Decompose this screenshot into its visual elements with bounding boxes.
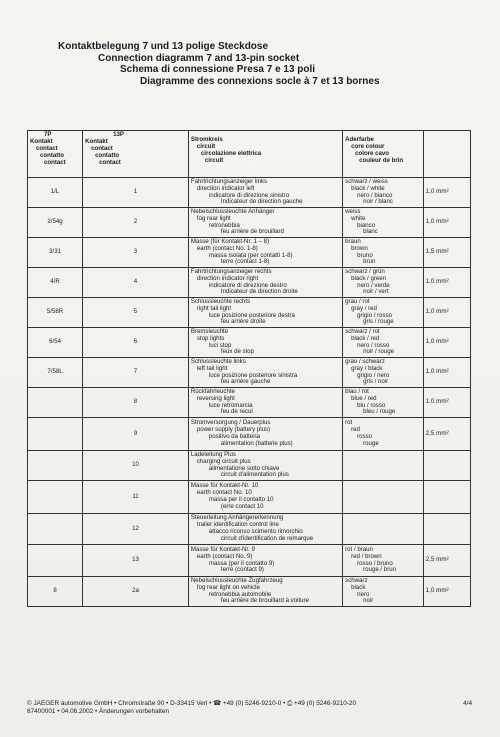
circuit-cell [188, 208, 342, 238]
circuit-line: feu arrière gauche [220, 378, 271, 386]
table-row [28, 208, 471, 238]
circuit-line: Bremsleuchte [190, 327, 229, 335]
core-colour-line: noir [363, 597, 374, 605]
core-colour-cell [343, 451, 423, 481]
footer-document-line: 87400001 • 04.06.2002 • Änderungen vorbehalten [27, 708, 169, 716]
core-colour-cell [343, 418, 423, 451]
core-colour-line: blanc [363, 228, 378, 236]
core-colour-line: black / white [351, 184, 385, 192]
circuit-line: positivo da batteria [208, 433, 261, 440]
header-core-de: Aderfarbe [345, 136, 374, 143]
core-colour-line: gray / red [351, 304, 377, 312]
header-core-fr: couleur de brin [359, 156, 404, 164]
core-colour-line: grau / rot [345, 297, 370, 305]
footer-company-line: © JAEGER automotive GmbH • Chromstraße 90 • D-33415 Verl • ☎ +49 (0) 5246-9210-0 • ⎙ +49 (0) 5246-9210-20 [27, 700, 357, 707]
table-row [28, 418, 471, 451]
core-colour-line: black [351, 583, 366, 591]
header-circuit-fr: circuit [204, 156, 224, 164]
connection-table [27, 130, 471, 607]
circuit-line: left tail light [196, 364, 228, 372]
circuit-line: feu de recul [220, 408, 253, 416]
circuit-line: reversing light [196, 394, 235, 402]
header-13p-de: Kontakt [85, 137, 108, 145]
table-header-row [28, 131, 471, 178]
header-13p-fr: contact [99, 158, 121, 166]
circuit-cell [188, 418, 342, 451]
core-colour-cell [343, 577, 423, 607]
circuit-line: Rückfahrleuchte [190, 387, 235, 395]
contact-7p-cell: 2/54g [28, 208, 83, 238]
core-colour-line: rosso [357, 433, 373, 440]
header-circuit-en: circuit [196, 142, 216, 150]
cross-section-cell: 1,0 mm² [423, 208, 470, 238]
core-colour-line: red [351, 426, 360, 434]
circuit-line: retronebbia automobile [208, 590, 272, 598]
header-13p-title: 13P [113, 131, 124, 138]
header-circuit [188, 131, 342, 178]
circuit-line: alimentatione sotto chiave [208, 464, 280, 472]
circuit-cell [188, 545, 342, 577]
circuit-cell [188, 514, 342, 545]
title-italian: Schema di connessione Presa 7 e 13 poli [120, 64, 316, 75]
title-german: Kontaktbelegung 7 und 13 polige Steckdose [58, 41, 269, 52]
core-colour-line: blu / rosso [357, 401, 386, 409]
core-colour-line: brown [351, 244, 368, 252]
core-colour-line: schwarz [345, 576, 368, 584]
circuit-line: luci stop [208, 341, 232, 349]
circuit-line: Schlussleuchte rechts [190, 297, 251, 305]
circuit-line: fog rear light on vehicle [196, 583, 260, 591]
circuit-line: massa per il contatto 10 [208, 496, 274, 503]
core-colour-line: schwarz / rot [345, 327, 380, 335]
contact-7p-cell: 8 [28, 577, 83, 607]
contact-13p-cell: 4 [83, 268, 189, 298]
header-13p [83, 131, 189, 178]
circuit-line: Schlussleuchte links [190, 357, 246, 365]
cross-section-cell: 1,0 mm² [423, 178, 470, 208]
circuit-line: Nebelschlussleuchte Zugfahrzeug [190, 576, 283, 584]
contact-7p-cell [28, 545, 83, 577]
circuit-cell [188, 481, 342, 514]
core-colour-line: nero / verde [357, 281, 390, 289]
contact-13p-cell: 3 [83, 238, 189, 268]
contact-7p-cell: 5/58R [28, 298, 83, 328]
core-colour-line: bianco [357, 221, 376, 229]
table-row [28, 328, 471, 358]
cross-section-cell: 1,5 mm² [423, 238, 470, 268]
core-colour-line: gray / black [351, 364, 383, 372]
table-row [28, 178, 471, 208]
header-7p-en: contact [36, 144, 58, 152]
circuit-line: indicatore di direzione sinistro [208, 191, 290, 199]
cross-section-cell: 1,0 mm² [423, 328, 470, 358]
circuit-line: Indicateur de direction gauche [220, 198, 303, 206]
core-colour-line: noir / rouge [363, 348, 394, 356]
table-row [28, 358, 471, 388]
core-colour-line: red / brown [351, 552, 382, 560]
table-row [28, 388, 471, 418]
contact-7p-cell: 4/R [28, 268, 83, 298]
cross-section-cell: 1,0 mm² [423, 298, 470, 328]
cross-section-cell [423, 451, 470, 481]
table-row [28, 238, 471, 268]
header-7p-de: Kontakt [30, 137, 53, 145]
header-circuit-de: Stromkreis [190, 136, 223, 143]
circuit-line: retronebbia [208, 221, 240, 229]
page-number: 4/4 [463, 700, 472, 707]
core-colour-line: black / red [351, 334, 380, 342]
title-english: Connection diagramm 7 and 13-pin socket [98, 52, 300, 64]
circuit-line: luce posizione posteriore sinistra [208, 371, 298, 379]
circuit-line: Fahrtrichtungsanzeiger links [190, 177, 268, 185]
circuit-line: feux de stop [220, 348, 255, 356]
circuit-line: Stromversorgung / Dauerplus [190, 419, 271, 427]
circuit-line: right tail light [196, 304, 232, 312]
core-colour-line: grigio / rosso [357, 311, 393, 319]
core-colour-cell [343, 298, 423, 328]
core-colour-line: rouge / brun [363, 566, 397, 574]
circuit-cell [188, 268, 342, 298]
core-colour-line: black / green [351, 274, 387, 282]
cross-section-cell: 1,0 mm² [423, 358, 470, 388]
circuit-line: Masse (für Kontakt-Nr. 1 – 8) [190, 237, 270, 245]
circuit-line: Indicateur de direction droite [220, 288, 298, 296]
circuit-line: stop lights [196, 334, 225, 342]
circuit-line: circuit d'identification de remarque [220, 534, 314, 542]
circuit-line: direction indicator right [196, 274, 259, 282]
circuit-line: Ladeleitung Plus [190, 450, 236, 458]
core-colour-line: rot [345, 419, 353, 427]
core-colour-cell [343, 268, 423, 298]
core-colour-cell [343, 208, 423, 238]
circuit-line: terre (contact 9) [220, 566, 264, 574]
table-row [28, 268, 471, 298]
circuit-line: luce posizione posteriore destra [208, 311, 295, 319]
circuit-line: indicatore di direzione destro [208, 281, 287, 289]
table-row [28, 514, 471, 545]
cross-section-cell: 1,0 mm² [423, 577, 470, 607]
core-colour-line: blau / rot [345, 387, 369, 395]
core-colour-cell [343, 481, 423, 514]
contact-13p-cell: 5 [83, 298, 189, 328]
circuit-line: power supply (battery plus) [196, 426, 271, 434]
contact-13p-cell: 7 [83, 358, 189, 388]
core-colour-line: bleu / rouge [363, 408, 396, 416]
contact-7p-cell [28, 481, 83, 514]
core-colour-line: noir / vert [363, 288, 389, 296]
contact-7p-cell [28, 451, 83, 481]
circuit-line: charging circuit plus [196, 457, 251, 465]
core-colour-cell [343, 545, 423, 577]
document-titles [58, 41, 478, 87]
core-colour-cell [343, 238, 423, 268]
circuit-line: (erre contact 10 [220, 502, 264, 510]
table-row [28, 577, 471, 607]
circuit-line: terre (contact 1-8) [220, 258, 270, 266]
header-7p-title: 7P [44, 131, 52, 138]
circuit-cell [188, 388, 342, 418]
contact-13p-cell: 12 [83, 514, 189, 545]
contact-13p-cell: 1 [83, 178, 189, 208]
title-french: Diagramme des connexions socle à 7 et 13 bornes [140, 75, 380, 87]
circuit-line: luce retromarcia [208, 401, 253, 409]
cross-section-cell: 2,5 mm² [423, 418, 470, 451]
circuit-cell [188, 358, 342, 388]
core-colour-line: noir / blanc [363, 198, 393, 206]
core-colour-line: gris / rouge [363, 318, 394, 326]
header-13p-en: contact [91, 144, 113, 152]
circuit-line: Fahrtrichtungsanzeiger rechts [190, 267, 272, 275]
header-core-colour [343, 131, 423, 178]
circuit-line: feu arrière de brouillard à voiture [220, 597, 309, 605]
circuit-line: Masse für Kontakt-Nr. 9 [190, 545, 255, 553]
core-colour-cell [343, 358, 423, 388]
core-colour-cell [343, 178, 423, 208]
circuit-line: alimentation (batterie plus) [220, 439, 293, 447]
circuit-cell [188, 577, 342, 607]
header-7p [28, 131, 83, 178]
circuit-cell [188, 298, 342, 328]
circuit-line: fog rear light [196, 214, 231, 222]
circuit-line: massa (per il contatto 9) [208, 559, 275, 567]
circuit-line: earth (contact No. 9) [196, 552, 253, 560]
contact-7p-cell [28, 388, 83, 418]
table-row [28, 451, 471, 481]
contact-7p-cell: 3/31 [28, 238, 83, 268]
core-colour-line: grigio / nero [357, 371, 390, 379]
circuit-line: earth (contact No. 1-8) [196, 244, 258, 252]
core-colour-cell [343, 514, 423, 545]
contact-7p-cell [28, 418, 83, 451]
core-colour-line: gris / noir [363, 378, 389, 386]
core-colour-line: rosso / bruno [357, 559, 393, 567]
contact-13p-cell: 2 [83, 208, 189, 238]
circuit-line: feu arrière de brouillard [220, 228, 284, 236]
header-core-it: colore cavo [355, 149, 390, 157]
core-colour-line: weiss [345, 207, 361, 215]
table-row [28, 481, 471, 514]
cross-section-cell: 1,0 mm² [423, 388, 470, 418]
circuit-line: earth contact No. 10 [196, 489, 252, 497]
contact-13p-cell: 8 [83, 388, 189, 418]
core-colour-line: rouge [363, 439, 379, 447]
circuit-line: direction indicator left [196, 184, 255, 192]
page-footer [27, 700, 472, 716]
contact-13p-cell: 13 [83, 545, 189, 577]
header-13p-it: contatto [95, 151, 120, 159]
header-core-en: core colour [351, 142, 385, 150]
cross-section-cell [423, 481, 470, 514]
circuit-line: trailer identification control line [196, 521, 279, 529]
cross-section-cell [423, 514, 470, 545]
header-cross-section [423, 131, 470, 178]
core-colour-line: grau / schwarz [345, 357, 385, 365]
core-colour-line: bruno [357, 251, 373, 259]
table-row [28, 545, 471, 577]
circuit-cell [188, 178, 342, 208]
table-row [28, 298, 471, 328]
circuit-line: Nebelschlussleuchte Anhänger [190, 207, 275, 215]
core-colour-line: braun [345, 237, 361, 245]
core-colour-line: brun [363, 258, 376, 266]
core-colour-line: blue / red [351, 394, 377, 402]
contact-7p-cell: 7/58L [28, 358, 83, 388]
circuit-line: attacco riconso scimento rimorchio [208, 528, 303, 535]
circuit-line: massa isolata (per contatti 1-8) [208, 251, 293, 259]
core-colour-line: nero / bianco [357, 191, 393, 199]
circuit-cell [188, 238, 342, 268]
circuit-cell [188, 328, 342, 358]
core-colour-line: schwarz / weiss [345, 177, 388, 185]
core-colour-line: white [351, 214, 366, 222]
core-colour-line: schwarz / grün [345, 267, 385, 275]
core-colour-cell [343, 388, 423, 418]
contact-7p-cell: 6/54 [28, 328, 83, 358]
circuit-line: Steuerleitung Anhängererkennung [190, 514, 284, 522]
header-7p-fr: contact [44, 158, 66, 166]
circuit-line: feu arrière droite [220, 318, 266, 326]
contact-7p-cell [28, 514, 83, 545]
contact-13p-cell: 11 [83, 481, 189, 514]
core-colour-line: nero [357, 590, 370, 598]
circuit-cell [188, 451, 342, 481]
core-colour-line: nero / rosso [357, 341, 390, 349]
contact-13p-cell: 10 [83, 451, 189, 481]
core-colour-cell [343, 328, 423, 358]
table-body [28, 178, 471, 607]
header-circuit-it: circolazione elettrica [200, 149, 262, 157]
circuit-line: Masse für Kontakt-Nr. 10 [190, 482, 259, 490]
cross-section-cell: 2,5 mm² [423, 545, 470, 577]
circuit-line: circuit d'alimentation plus [220, 471, 289, 479]
contact-13p-cell: 9 [83, 418, 189, 451]
core-colour-line: rot / braun [345, 545, 373, 553]
contact-13p-cell: 6 [83, 328, 189, 358]
header-7p-it: contatto [40, 151, 65, 159]
contact-13p-cell: 2a [83, 577, 189, 607]
contact-7p-cell: 1/L [28, 178, 83, 208]
cross-section-cell: 1,0 mm² [423, 268, 470, 298]
